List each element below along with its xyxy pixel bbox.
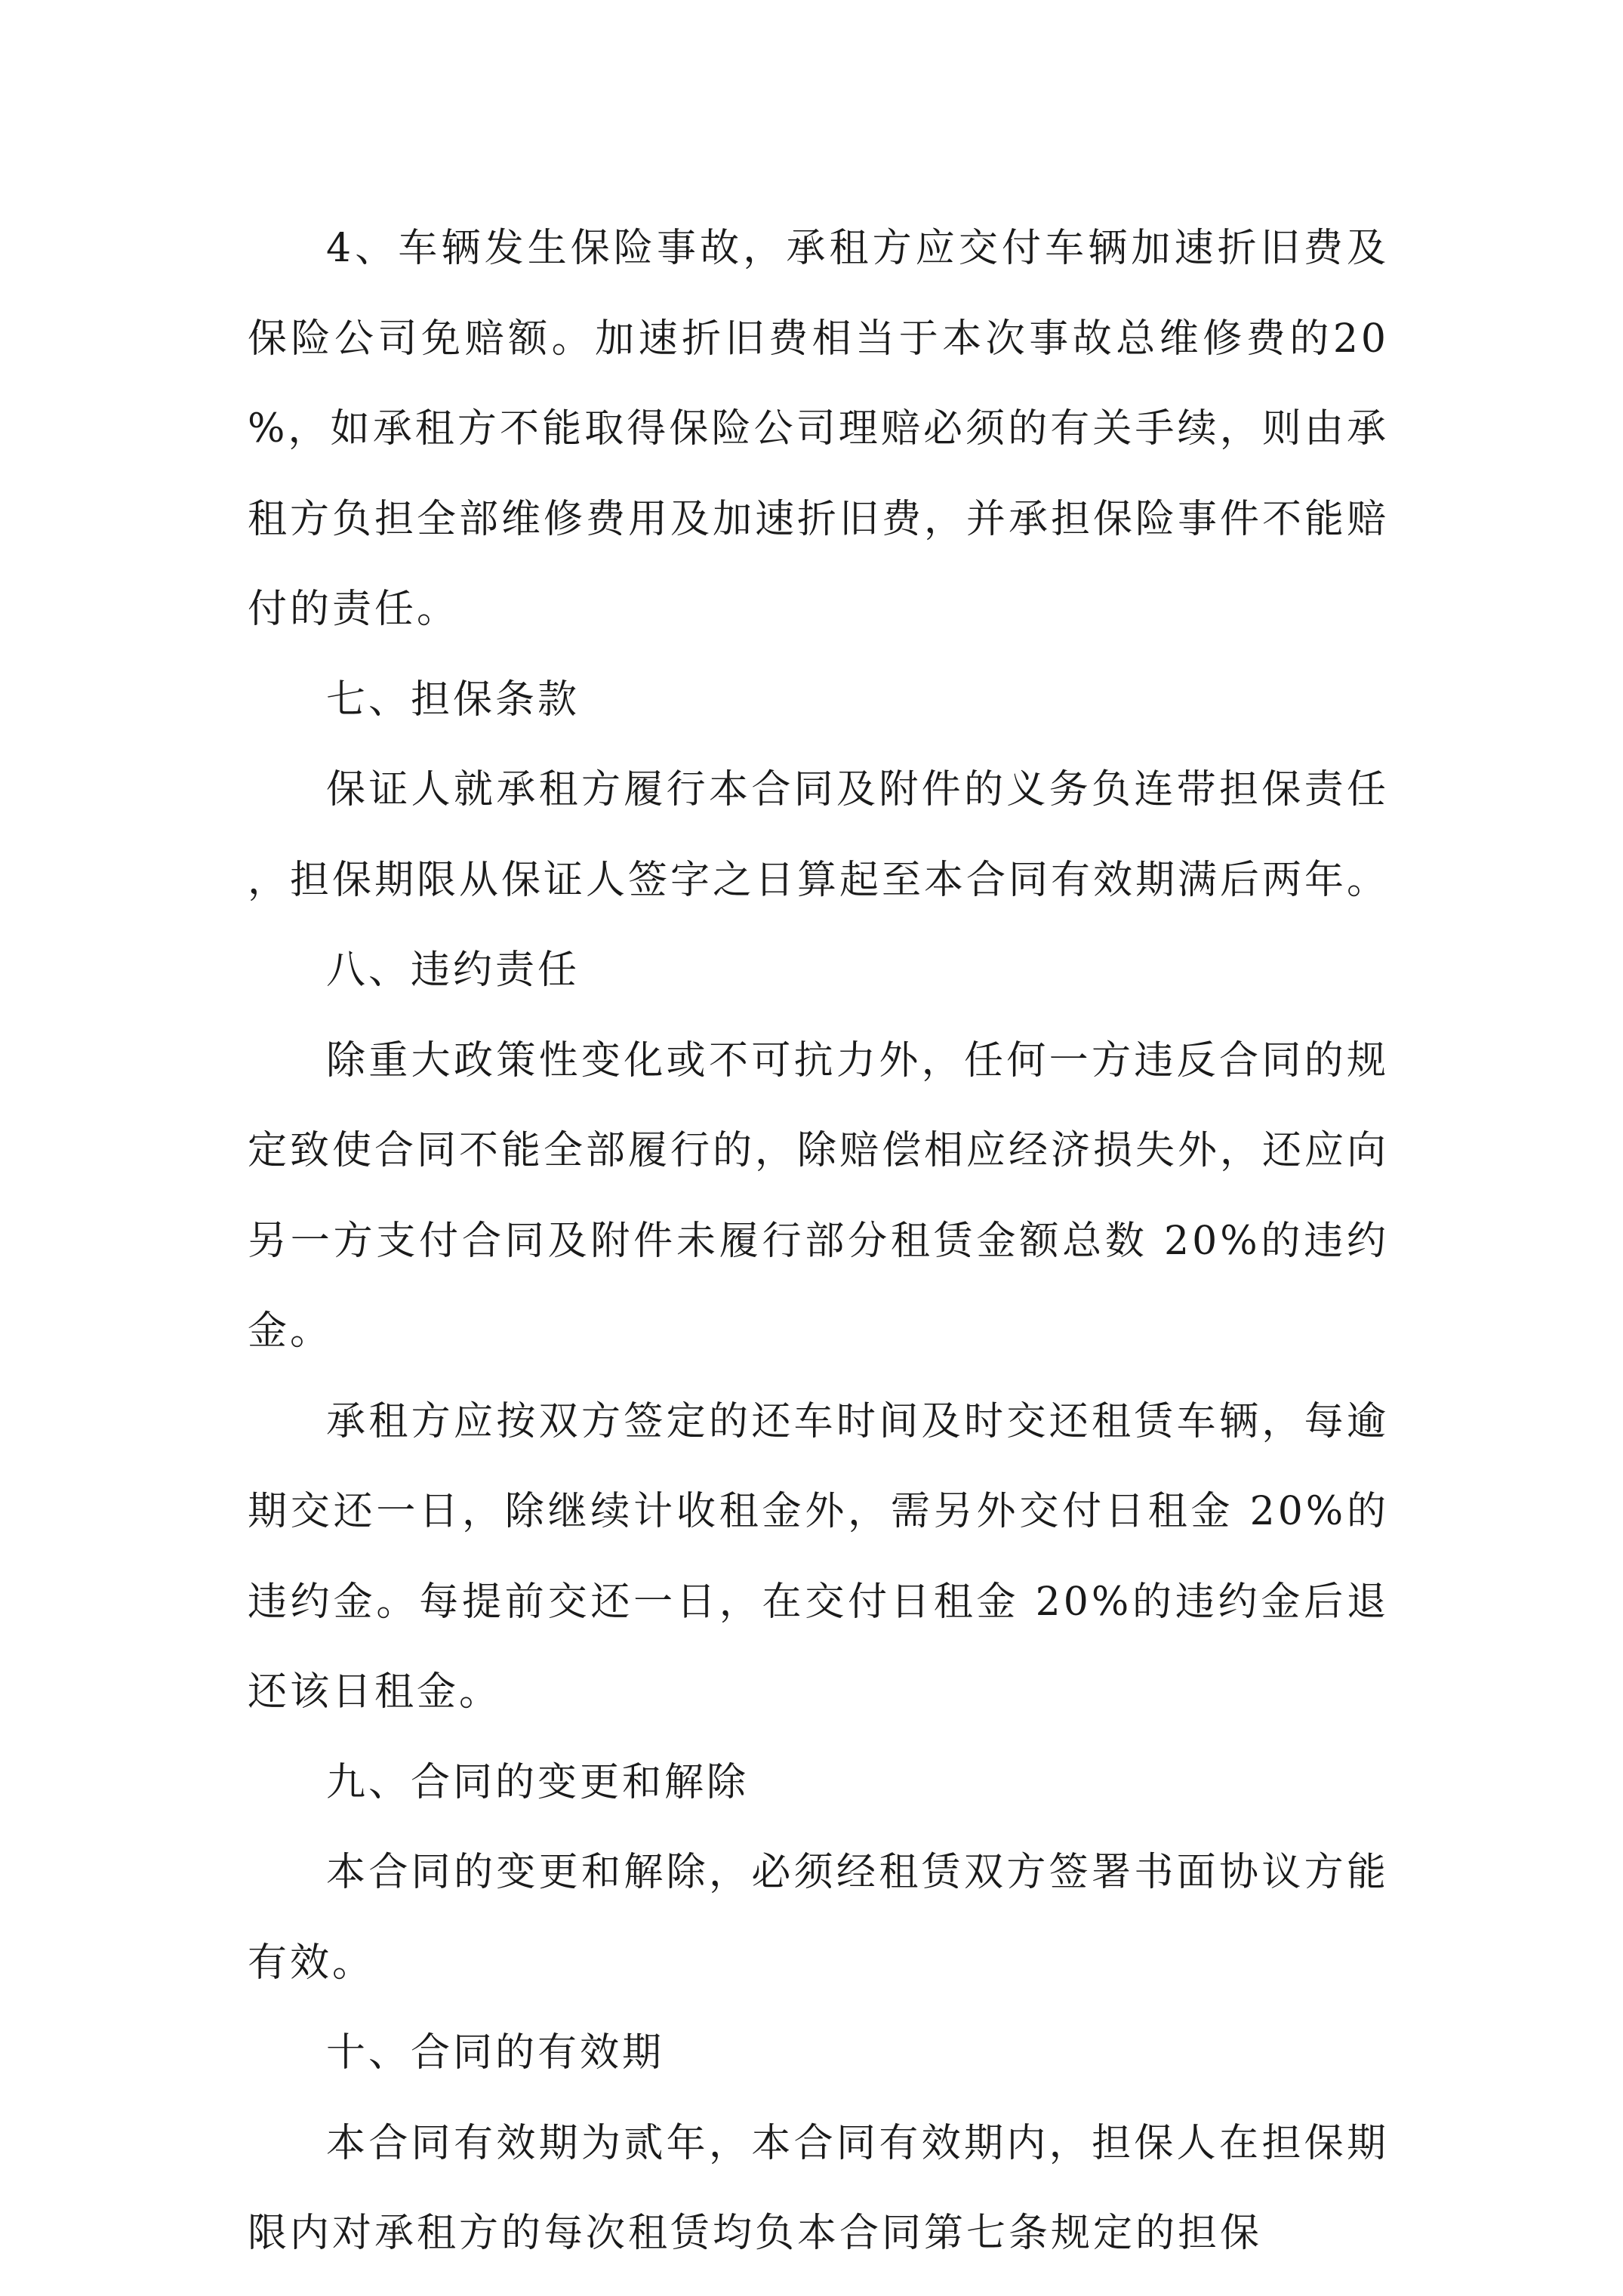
amendment-paragraph: 本合同的变更和解除，必须经租赁双方签署书面协议方能有效。 bbox=[248, 1850, 1389, 1986]
section-9-heading: 九、合同的变更和解除 bbox=[326, 1759, 750, 1805]
breach-paragraph-2: 承租方应按双方签定的还车时间及时交还租赁车辆，每逾期交还一日，除继续计收租金外，需另外交付日租金 20%的违约金。每提前交还一日，在交付日租金 20%的违约金后退还该日租金。 bbox=[248, 1398, 1389, 1715]
breach-paragraph-1: 除重大政策性变化或不可抗力外，任何一方违反合同的规定致使合同不能全部履行的，除赔偿相应经济损失外，还应向另一方支付合同及附件未履行部分租赁金额总数 20%的违约金。 bbox=[248, 1037, 1390, 1354]
section-8-heading: 八、违约责任 bbox=[326, 948, 581, 993]
section-7-heading: 七、担保条款 bbox=[326, 676, 581, 723]
validity-paragraph: 本合同有效期为贰年，本合同有效期内，担保人在担保期限内对承租方的每次租赁均负本合同第七条规定的担保 bbox=[248, 2120, 1389, 2256]
document-body bbox=[248, 204, 1389, 2279]
clause-6-item-4-paragraph: 4、车辆发生保险事故，承租方应交付车辆加速折旧费及保险公司免赔额。加速折旧费相当于本次事故总维修费的20%，如承租方不能取得保险公司理赔必须的有关手续，则由承租方负担全部维修费用及加速折旧费，并承担保险事件不能赔付的责任。 bbox=[248, 226, 1390, 632]
section-10-heading: 十、合同的有效期 bbox=[326, 2030, 665, 2076]
guarantee-paragraph: 保证人就承租方履行本合同及附件的义务负连带担保责任，担保期限从保证人签字之日算起至本合同有效期满后两年。 bbox=[248, 767, 1390, 903]
